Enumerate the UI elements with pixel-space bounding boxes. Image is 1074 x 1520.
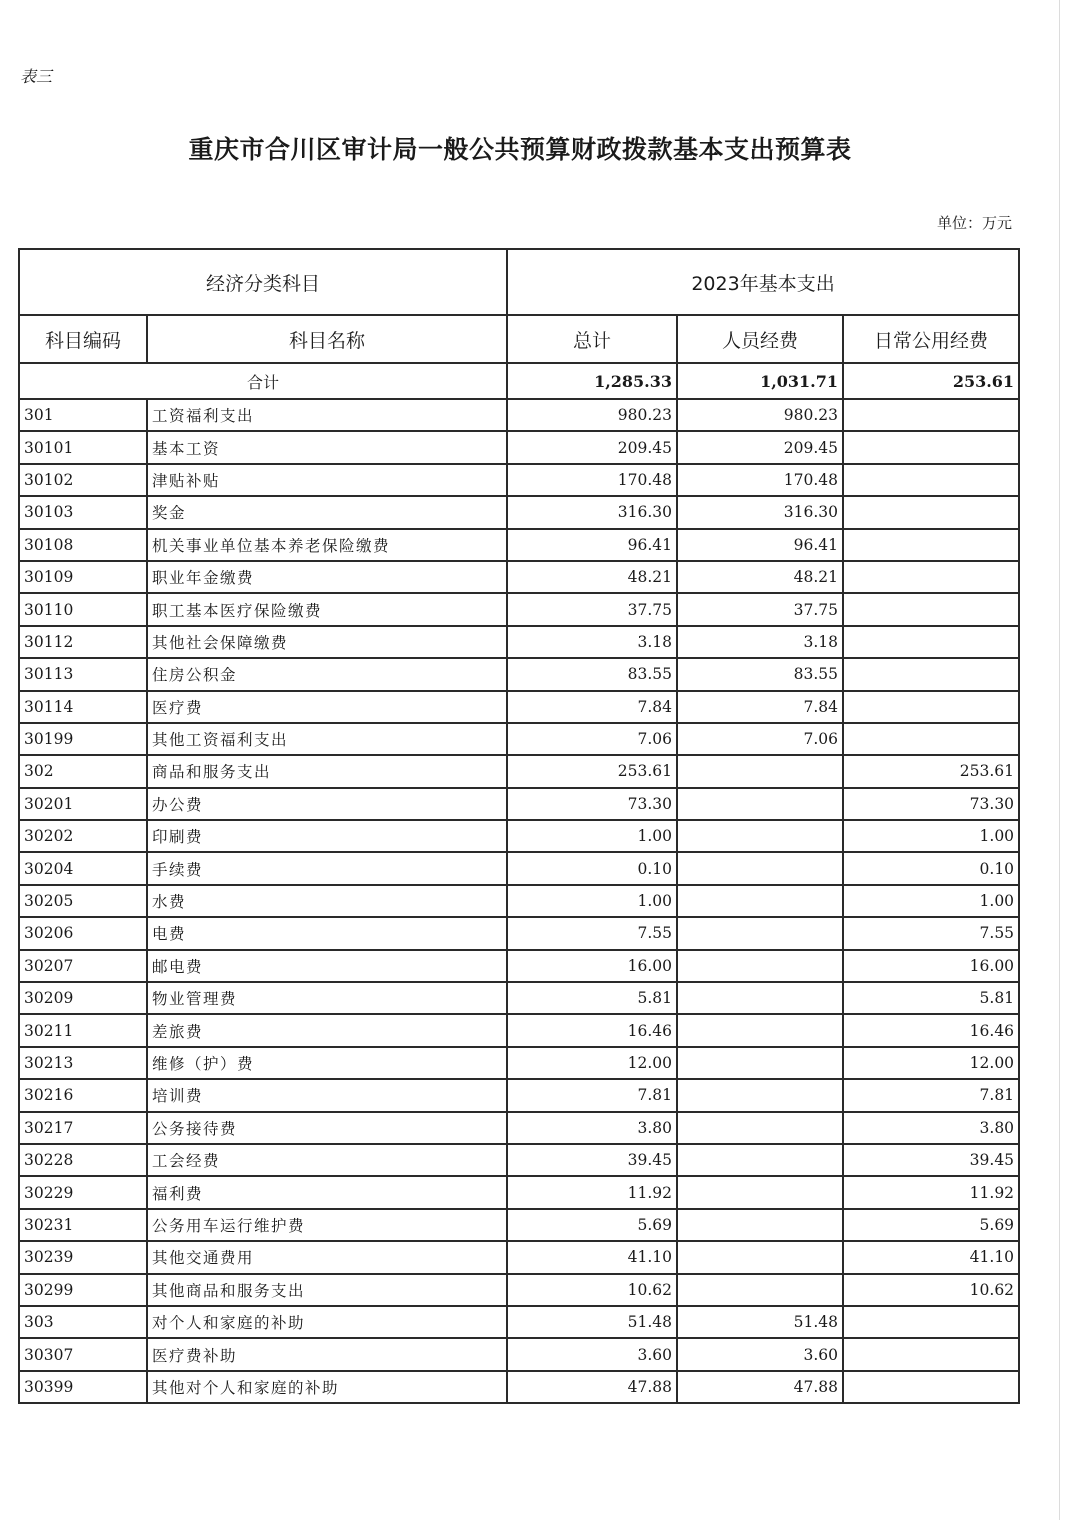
row-total: 170.48 [507,464,677,496]
row-code: 30110 [19,593,147,625]
row-name: 对个人和家庭的补助 [147,1306,507,1338]
row-public: 12.00 [843,1047,1019,1079]
row-total: 3.18 [507,626,677,658]
table-row [19,399,1019,431]
row-total: 11.92 [507,1176,677,1208]
row-public [843,593,1019,625]
row-code: 30102 [19,464,147,496]
row-name: 职业年金缴费 [147,561,507,593]
row-name: 住房公积金 [147,658,507,690]
row-name: 其他工资福利支出 [147,723,507,755]
row-name: 培训费 [147,1079,507,1111]
row-code: 30228 [19,1144,147,1176]
budget-table [18,248,1020,1404]
page-title: 重庆市合川区审计局一般公共预算财政拨款基本支出预算表 [188,135,852,164]
row-public: 7.81 [843,1079,1019,1111]
header-row-columns [19,315,1019,363]
table-row [19,820,1019,852]
row-public: 39.45 [843,1144,1019,1176]
header-econ-category: 经济分类科目 [19,249,507,315]
row-name: 其他社会保障缴费 [147,626,507,658]
table-row [19,529,1019,561]
table-row [19,1176,1019,1208]
row-total: 7.84 [507,691,677,723]
header-public: 日常公用经费 [843,315,1019,363]
row-name: 福利费 [147,1176,507,1208]
row-name: 手续费 [147,852,507,884]
row-personnel: 3.60 [677,1338,843,1370]
table-row [19,885,1019,917]
row-name: 职工基本医疗保险缴费 [147,593,507,625]
row-total: 5.81 [507,982,677,1014]
row-total: 7.55 [507,917,677,949]
row-public: 5.81 [843,982,1019,1014]
page-edge [1059,0,1060,1520]
row-public [843,1371,1019,1403]
row-code: 30206 [19,917,147,949]
summary-label: 合计 [19,363,507,399]
unit-label: 单位：万元 [936,214,1012,232]
row-name: 机关事业单位基本养老保险缴费 [147,529,507,561]
header-year-expense: 2023年基本支出 [507,249,1019,315]
row-personnel: 209.45 [677,431,843,463]
row-personnel: 96.41 [677,529,843,561]
table-row [19,755,1019,787]
table-row [19,593,1019,625]
row-total: 209.45 [507,431,677,463]
row-total: 41.10 [507,1241,677,1273]
table-row [19,1306,1019,1338]
row-code: 30108 [19,529,147,561]
row-name: 电费 [147,917,507,949]
row-personnel [677,917,843,949]
row-name: 工资福利支出 [147,399,507,431]
row-personnel [677,885,843,917]
row-total: 47.88 [507,1371,677,1403]
row-personnel [677,1047,843,1079]
row-personnel: 47.88 [677,1371,843,1403]
row-code: 30216 [19,1079,147,1111]
row-code: 30307 [19,1338,147,1370]
table-row [19,1241,1019,1273]
row-code: 302 [19,755,147,787]
header-code: 科目编码 [19,315,147,363]
row-personnel [677,788,843,820]
row-name: 办公费 [147,788,507,820]
row-public [843,496,1019,528]
row-code: 30113 [19,658,147,690]
row-code: 30229 [19,1176,147,1208]
row-personnel [677,1176,843,1208]
row-public [843,691,1019,723]
row-name: 商品和服务支出 [147,755,507,787]
row-name: 奖金 [147,496,507,528]
row-personnel: 3.18 [677,626,843,658]
header-row-group [19,249,1019,315]
table-row [19,561,1019,593]
row-name: 津贴补贴 [147,464,507,496]
row-public: 253.61 [843,755,1019,787]
table-row [19,723,1019,755]
summary-total: 1,285.33 [507,363,677,399]
row-total: 1.00 [507,885,677,917]
row-public: 41.10 [843,1241,1019,1273]
summary-personnel: 1,031.71 [677,363,843,399]
row-total: 3.80 [507,1112,677,1144]
table-row [19,464,1019,496]
row-personnel: 170.48 [677,464,843,496]
row-code: 30202 [19,820,147,852]
row-total: 316.30 [507,496,677,528]
table-row [19,691,1019,723]
row-code: 30213 [19,1047,147,1079]
row-public [843,658,1019,690]
row-personnel [677,755,843,787]
row-total: 1.00 [507,820,677,852]
row-code: 30207 [19,950,147,982]
row-name: 医疗费 [147,691,507,723]
row-code: 30217 [19,1112,147,1144]
table-row [19,982,1019,1014]
table-row [19,950,1019,982]
row-name: 其他商品和服务支出 [147,1274,507,1306]
row-personnel [677,982,843,1014]
row-code: 30239 [19,1241,147,1273]
row-total: 7.06 [507,723,677,755]
row-personnel [677,950,843,982]
row-total: 12.00 [507,1047,677,1079]
row-public: 16.46 [843,1014,1019,1046]
table-row [19,852,1019,884]
summary-public: 253.61 [843,363,1019,399]
row-public [843,529,1019,561]
row-total: 3.60 [507,1338,677,1370]
row-total: 10.62 [507,1274,677,1306]
row-public: 1.00 [843,885,1019,917]
table-row [19,1274,1019,1306]
row-name: 物业管理费 [147,982,507,1014]
row-code: 30211 [19,1014,147,1046]
row-public [843,626,1019,658]
row-public [843,464,1019,496]
table-row [19,496,1019,528]
row-personnel [677,1274,843,1306]
row-code: 30231 [19,1209,147,1241]
row-personnel [677,820,843,852]
row-total: 39.45 [507,1144,677,1176]
row-personnel: 51.48 [677,1306,843,1338]
row-name: 工会经费 [147,1144,507,1176]
row-total: 37.75 [507,593,677,625]
row-code: 30101 [19,431,147,463]
row-name: 差旅费 [147,1014,507,1046]
row-code: 30109 [19,561,147,593]
row-total: 7.81 [507,1079,677,1111]
row-personnel [677,1079,843,1111]
row-personnel [677,852,843,884]
row-personnel: 7.06 [677,723,843,755]
row-public: 1.00 [843,820,1019,852]
row-public [843,1306,1019,1338]
row-total: 253.61 [507,755,677,787]
row-name: 其他对个人和家庭的补助 [147,1371,507,1403]
row-name: 其他交通费用 [147,1241,507,1273]
row-public: 73.30 [843,788,1019,820]
table-row [19,1144,1019,1176]
row-public: 3.80 [843,1112,1019,1144]
row-total: 51.48 [507,1306,677,1338]
row-code: 30114 [19,691,147,723]
row-code: 30299 [19,1274,147,1306]
row-public: 11.92 [843,1176,1019,1208]
row-total: 73.30 [507,788,677,820]
row-personnel: 48.21 [677,561,843,593]
row-total: 48.21 [507,561,677,593]
row-personnel [677,1112,843,1144]
table-row [19,1338,1019,1370]
row-personnel [677,1209,843,1241]
table-row [19,1047,1019,1079]
row-name: 邮电费 [147,950,507,982]
header-personnel: 人员经费 [677,315,843,363]
row-total: 96.41 [507,529,677,561]
row-public [843,399,1019,431]
row-code: 30399 [19,1371,147,1403]
row-name: 维修（护）费 [147,1047,507,1079]
row-total: 980.23 [507,399,677,431]
row-personnel [677,1241,843,1273]
row-code: 301 [19,399,147,431]
row-public: 0.10 [843,852,1019,884]
table-label: 表三 [20,67,53,86]
row-name: 公务接待费 [147,1112,507,1144]
row-public: 16.00 [843,950,1019,982]
row-personnel: 980.23 [677,399,843,431]
row-code: 30209 [19,982,147,1014]
row-public [843,1338,1019,1370]
table-row [19,788,1019,820]
row-name: 水费 [147,885,507,917]
row-name: 公务用车运行维护费 [147,1209,507,1241]
row-personnel: 37.75 [677,593,843,625]
table-row [19,658,1019,690]
row-code: 303 [19,1306,147,1338]
row-personnel: 83.55 [677,658,843,690]
table-row [19,1371,1019,1403]
row-code: 30199 [19,723,147,755]
row-personnel: 316.30 [677,496,843,528]
table-row [19,431,1019,463]
row-personnel: 7.84 [677,691,843,723]
row-public [843,561,1019,593]
table-row [19,1079,1019,1111]
header-name: 科目名称 [147,315,507,363]
row-total: 16.00 [507,950,677,982]
row-personnel [677,1144,843,1176]
row-public [843,723,1019,755]
row-name: 印刷费 [147,820,507,852]
row-code: 30205 [19,885,147,917]
row-total: 16.46 [507,1014,677,1046]
table-row [19,1014,1019,1046]
header-total: 总计 [507,315,677,363]
row-total: 0.10 [507,852,677,884]
row-public: 10.62 [843,1274,1019,1306]
row-code: 30103 [19,496,147,528]
row-code: 30204 [19,852,147,884]
row-name: 基本工资 [147,431,507,463]
table-row [19,1209,1019,1241]
row-public [843,431,1019,463]
row-total: 5.69 [507,1209,677,1241]
table-row [19,917,1019,949]
row-total: 83.55 [507,658,677,690]
row-code: 30112 [19,626,147,658]
row-name: 医疗费补助 [147,1338,507,1370]
table-row [19,1112,1019,1144]
row-public: 7.55 [843,917,1019,949]
row-public: 5.69 [843,1209,1019,1241]
row-code: 30201 [19,788,147,820]
summary-row [19,363,1019,399]
row-personnel [677,1014,843,1046]
table-row [19,626,1019,658]
